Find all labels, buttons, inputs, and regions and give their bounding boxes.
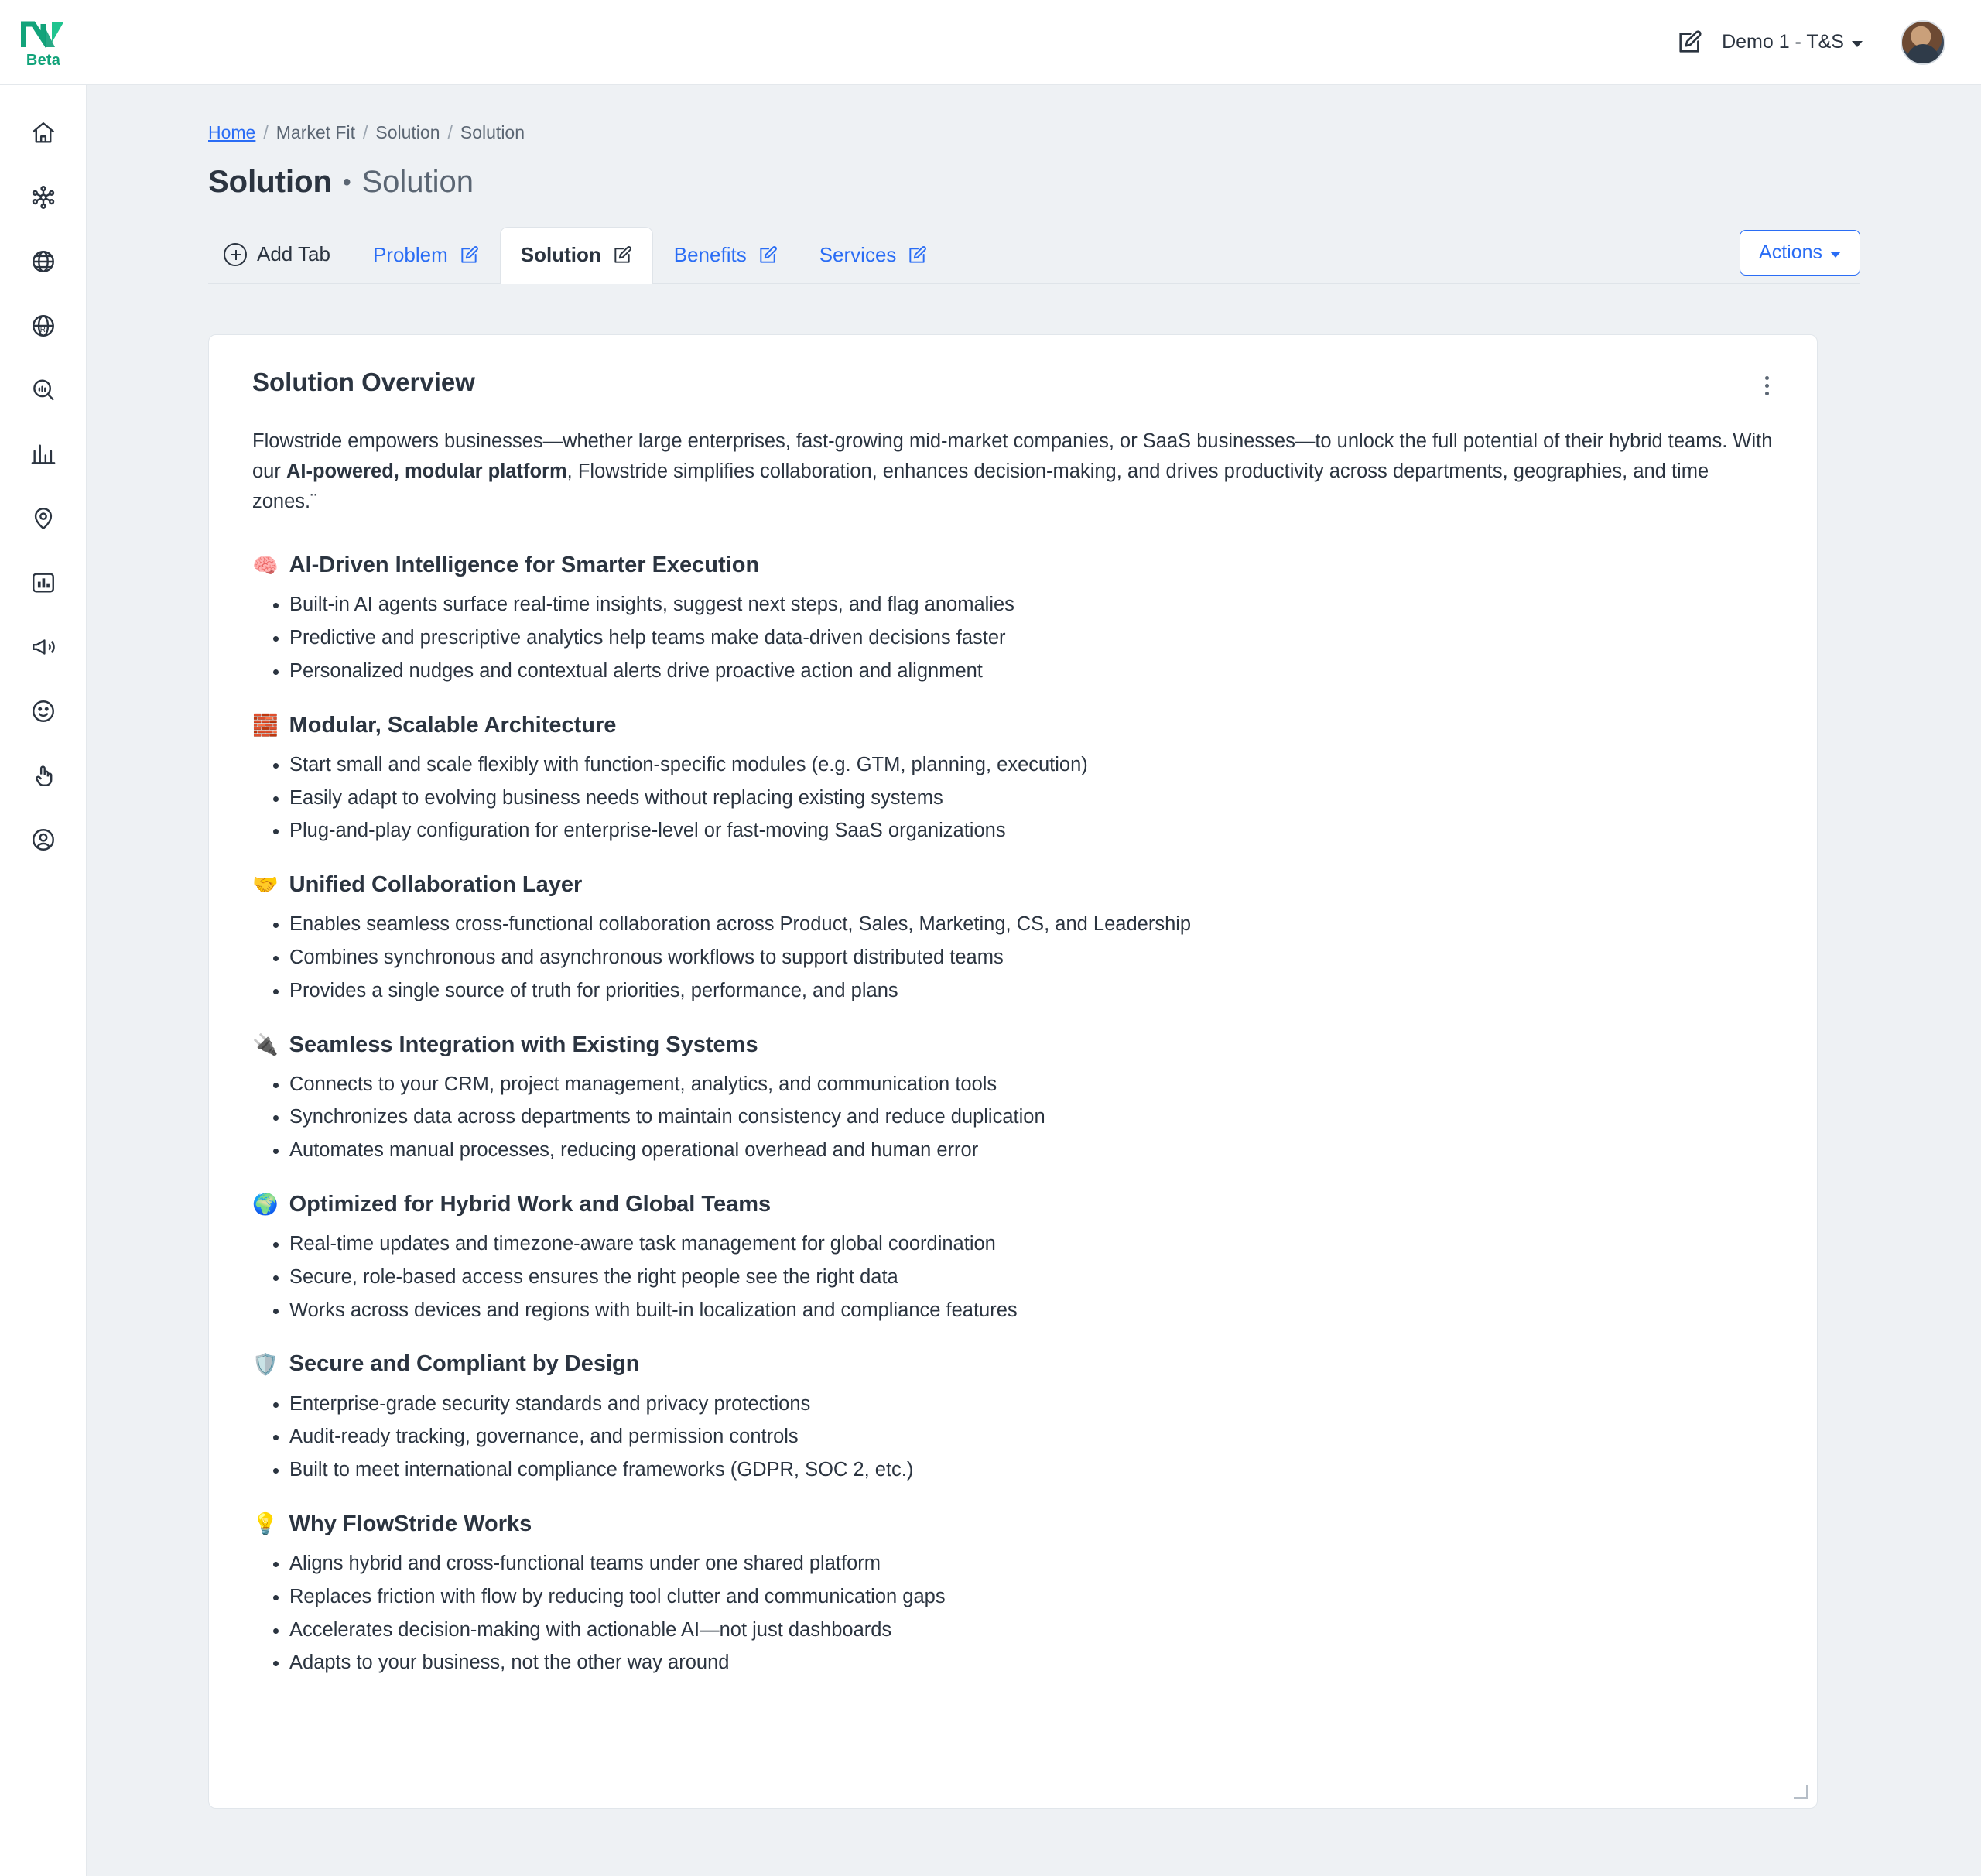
card-menu-icon[interactable] [1753, 372, 1780, 399]
list-item: • Predictive and prescriptive analytics help teams make data-driven decisions faster [289, 623, 1774, 654]
section-ai-driven-intelligence [252, 550, 1774, 686]
section-heading-text: Why FlowStride Works [289, 1511, 532, 1536]
tab-bar [208, 226, 1860, 284]
sidebar-item-network[interactable] [22, 176, 65, 219]
sidebar-item-search[interactable] [22, 368, 65, 412]
list-item: • Enables seamless cross-functional collaboration across Product, Sales, Marketing, CS, and Leadership [289, 909, 1774, 940]
breadcrumb-separator: / [263, 122, 269, 142]
section-seamless-integration [252, 1030, 1774, 1166]
section-bullet-list [257, 1549, 1774, 1679]
workspace-label: Demo 1 - T&S [1722, 31, 1844, 53]
section-heading-text: Seamless Integration with Existing Systems [289, 1032, 758, 1057]
section-heading-text: Unified Collaboration Layer [289, 872, 583, 898]
section-bullet-list [257, 750, 1774, 847]
section-heading [252, 870, 1774, 900]
section-modular-architecture [252, 710, 1774, 847]
sidebar-item-account[interactable] [22, 818, 65, 861]
home-icon [30, 120, 56, 146]
tab-problem[interactable] [352, 227, 500, 284]
network-icon [30, 184, 56, 211]
list-item: • Start small and scale flexibly with function-specific modules (e.g. GTM, planning, execution) [289, 750, 1774, 781]
smiley-icon [30, 698, 56, 724]
list-item: • Aligns hybrid and cross-functional teams under one shared platform [289, 1549, 1774, 1580]
list-item: • Real-time updates and timezone-aware task management for global coordination [289, 1229, 1774, 1260]
bar-chart-icon [30, 570, 56, 596]
globe-icon [30, 248, 56, 275]
section-bullet-list [257, 590, 1774, 686]
list-item: • Automates manual processes, reducing operational overhead and human error [289, 1135, 1774, 1166]
svg-text:R: R [39, 325, 46, 334]
intro-text-part1: Flowstride empowers businesses—whether large enterprises, fast-growing mid-market companies, or SaaS businesses—to unlock the full potential of their hybrid teams. With our [252, 430, 1773, 482]
content-wrapper [87, 85, 1981, 1809]
list-item: • Accelerates decision-making with actionable AI—not just dashboards [289, 1615, 1774, 1646]
top-bar-right [1674, 20, 1981, 65]
sidebar-item-engage[interactable] [22, 754, 65, 797]
page-title-subtitle: Solution [361, 165, 474, 199]
list-item: • Enterprise-grade security standards and privacy protections [289, 1389, 1774, 1420]
section-heading [252, 1190, 1774, 1220]
megaphone-icon [30, 634, 56, 660]
breadcrumb-item-solution[interactable]: Solution [375, 122, 440, 142]
analytics-bars-icon [30, 441, 56, 467]
avatar[interactable] [1901, 20, 1945, 65]
section-hybrid-global-teams [252, 1190, 1774, 1326]
actions-button[interactable] [1740, 230, 1860, 276]
sidebar-item-reports[interactable] [22, 561, 65, 604]
list-item: • Secure, role-based access ensures the right people see the right data [289, 1262, 1774, 1293]
beta-label: Beta [26, 52, 61, 69]
section-heading-text: AI-Driven Intelligence for Smarter Execution [289, 553, 760, 578]
sidebar-item-analytics[interactable] [22, 433, 65, 476]
breadcrumb-item-market-fit[interactable]: Market Fit [275, 122, 355, 142]
section-heading [252, 710, 1774, 741]
card-intro-paragraph [252, 426, 1774, 516]
shield-icon: 🛡️ [252, 1352, 279, 1376]
list-item: • Plug-and-play configuration for enterprise-level or fast-moving SaaS organizations [289, 816, 1774, 847]
intro-text-part2: , Flowstride simplifies collaboration, enhances decision-making, and drives productivity across departments, geographies, and time zones.¨ [252, 460, 1709, 512]
brand-logo[interactable] [0, 0, 87, 85]
handshake-icon: 🤝 [252, 873, 279, 897]
globe-research-icon [30, 313, 56, 339]
section-bullet-list [257, 909, 1774, 1006]
card-resize-handle[interactable] [1792, 1783, 1808, 1799]
list-item: • Built to meet international compliance frameworks (GDPR, SOC 2, etc.) [289, 1455, 1774, 1486]
actions-label: Actions [1759, 241, 1822, 263]
sidebar-item-globe[interactable] [22, 240, 65, 283]
chevron-down-icon [1830, 252, 1841, 258]
page-title-bullet: • [342, 169, 351, 195]
list-item: • Easily adapt to evolving business needs without replacing existing systems [289, 783, 1774, 814]
list-item: • Synchronizes data across departments to maintain consistency and reduce duplication [289, 1102, 1774, 1133]
section-unified-collaboration [252, 870, 1774, 1006]
section-bullet-list [257, 1070, 1774, 1166]
page-title-main: Solution [208, 165, 332, 199]
brain-icon: 🧠 [252, 553, 279, 577]
section-heading [252, 1349, 1774, 1379]
add-tab-label: Add Tab [257, 242, 330, 265]
breadcrumb-separator: / [447, 122, 453, 142]
sidebar-item-campaigns[interactable] [22, 625, 65, 669]
section-why-flowstride-works [252, 1509, 1774, 1679]
list-item: • Works across devices and regions with built-in localization and compliance features [289, 1296, 1774, 1327]
list-item: • Built-in AI agents surface real-time insights, suggest next steps, and flag anomalies [289, 590, 1774, 621]
sidebar-item-feedback[interactable] [22, 690, 65, 733]
solution-overview-card [208, 334, 1818, 1809]
brick-icon: 🧱 [252, 714, 279, 738]
edit-pencil-icon[interactable] [459, 245, 479, 265]
globe-earth-icon: 🌍 [252, 1193, 279, 1217]
chevron-down-icon [1852, 41, 1863, 47]
plug-icon: 🔌 [252, 1032, 279, 1056]
location-shield-icon [30, 505, 56, 532]
search-insights-icon [30, 377, 56, 403]
section-bullet-list [257, 1389, 1774, 1486]
section-heading-text: Optimized for Hybrid Work and Global Teams [289, 1192, 772, 1217]
left-rail [0, 85, 87, 1876]
edit-pencil-icon[interactable] [612, 245, 632, 265]
list-item: • Audit-ready tracking, governance, and permission controls [289, 1422, 1774, 1453]
tab-solution[interactable] [500, 227, 653, 284]
breadcrumb-item-home[interactable]: Home [208, 122, 256, 142]
section-heading [252, 1509, 1774, 1539]
breadcrumb [208, 122, 1981, 143]
sidebar-item-globe-research[interactable] [22, 304, 65, 347]
tab-label: Services [819, 243, 897, 266]
intro-text-bold: AI-powered, modular platform [286, 460, 567, 482]
section-heading-text: Secure and Compliant by Design [289, 1351, 640, 1377]
workspace-selector[interactable] [1722, 22, 1883, 63]
tab-benefits[interactable] [653, 227, 799, 284]
page-title [208, 165, 1981, 200]
card-title: Solution Overview [252, 368, 475, 396]
breadcrumb-separator: / [362, 122, 368, 142]
add-tab-button[interactable] [210, 228, 352, 283]
lightbulb-icon: 💡 [252, 1512, 279, 1536]
user-circle-icon [30, 827, 56, 853]
edit-pencil-icon[interactable] [907, 245, 927, 265]
edit-pencil-icon[interactable] [758, 245, 778, 265]
hand-pointer-icon [30, 762, 56, 789]
sidebar-item-home[interactable] [22, 111, 65, 155]
list-item: • Combines synchronous and asynchronous workflows to support distributed teams [289, 943, 1774, 974]
section-bullet-list [257, 1229, 1774, 1326]
tab-label: Solution [520, 243, 601, 266]
list-item: • Connects to your CRM, project management, analytics, and communication tools [289, 1070, 1774, 1101]
section-secure-compliant [252, 1349, 1774, 1485]
section-heading [252, 1030, 1774, 1060]
list-item: • Personalized nudges and contextual alerts drive proactive action and alignment [289, 656, 1774, 687]
plus-circle-icon [224, 243, 247, 266]
top-bar [0, 0, 1981, 85]
sidebar-item-location[interactable] [22, 497, 65, 540]
list-item: • Replaces friction with flow by reducing tool clutter and communication gaps [289, 1582, 1774, 1613]
edit-icon[interactable] [1674, 27, 1705, 58]
logo-mark-icon [21, 19, 66, 50]
list-item: • Adapts to your business, not the other way around [289, 1648, 1774, 1679]
main-area [87, 85, 1981, 1876]
breadcrumb-item-solution-current: Solution [460, 122, 525, 142]
tab-label: Benefits [673, 243, 747, 266]
tab-label: Problem [372, 243, 448, 266]
list-item: • Provides a single source of truth for priorities, performance, and plans [289, 976, 1774, 1007]
section-heading [252, 550, 1774, 580]
section-heading-text: Modular, Scalable Architecture [289, 712, 617, 738]
tab-services[interactable] [799, 227, 949, 284]
